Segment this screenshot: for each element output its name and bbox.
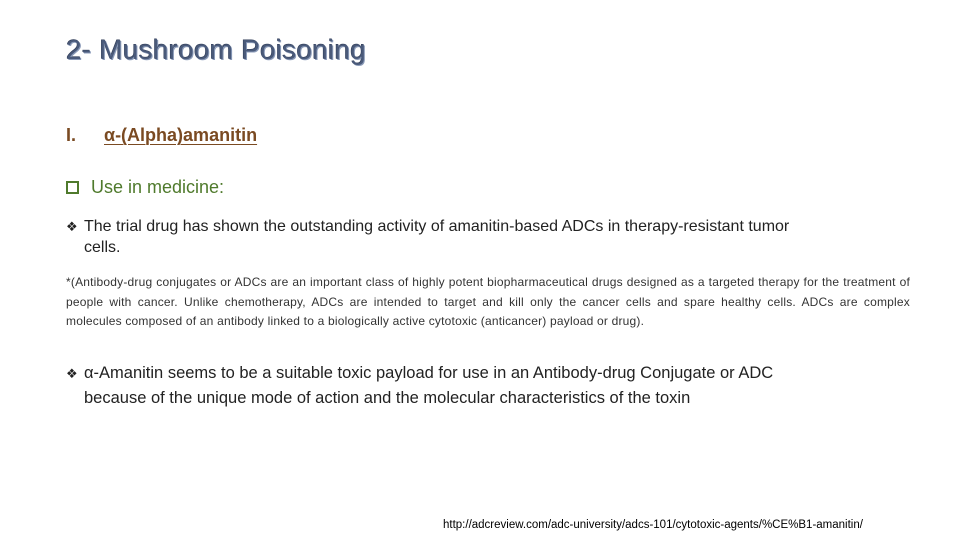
slide-title: 2- Mushroom Poisoning <box>66 34 366 65</box>
bullet-text-line2: cells. <box>84 239 121 256</box>
bullet-text-line1: The trial drug has shown the outstanding activity of amanitin-based ADCs in therapy-resistant tumor <box>84 218 790 235</box>
bullet-item-amanitin-payload <box>66 361 916 410</box>
heading-numeral: I. <box>66 125 77 145</box>
section-heading <box>66 175 224 199</box>
subheading <box>66 123 257 147</box>
section-label: Use in medicine: <box>91 177 225 197</box>
adc-definition-note: *(Antibody-drug conjugates or ADCs are an important class of highly potent biopharmaceutical drugs designed as a targeted therapy for the treatment of people with cancer. Unlike chemotherapy, ADCs are intended to target and kill only the cancer cells and spare healthy cells. ADCs are complex molecules composed of an antibody linked to a biologically active cytotoxic (anticancer) payload or drug). <box>66 275 910 328</box>
diamond-bullet-icon: ❖ <box>66 366 78 381</box>
heading-text: α-(Alpha)amanitin <box>104 125 258 145</box>
bullet-text-line1: α-Amanitin seems to be a suitable toxic payload for use in an Antibody-drug Conjugate or ADC <box>84 364 774 382</box>
bullet-item-trial-drug <box>66 216 916 258</box>
checkbox-icon <box>66 181 79 194</box>
diamond-bullet-icon: ❖ <box>66 219 78 234</box>
bullet-text-line2: because of the unique mode of action and the molecular characteristics of the toxin <box>84 389 691 407</box>
reference-link[interactable]: http://adcreview.com/adc-university/adcs-101/cytotoxic-agents/%CE%B1-amanitin/ <box>443 519 863 531</box>
